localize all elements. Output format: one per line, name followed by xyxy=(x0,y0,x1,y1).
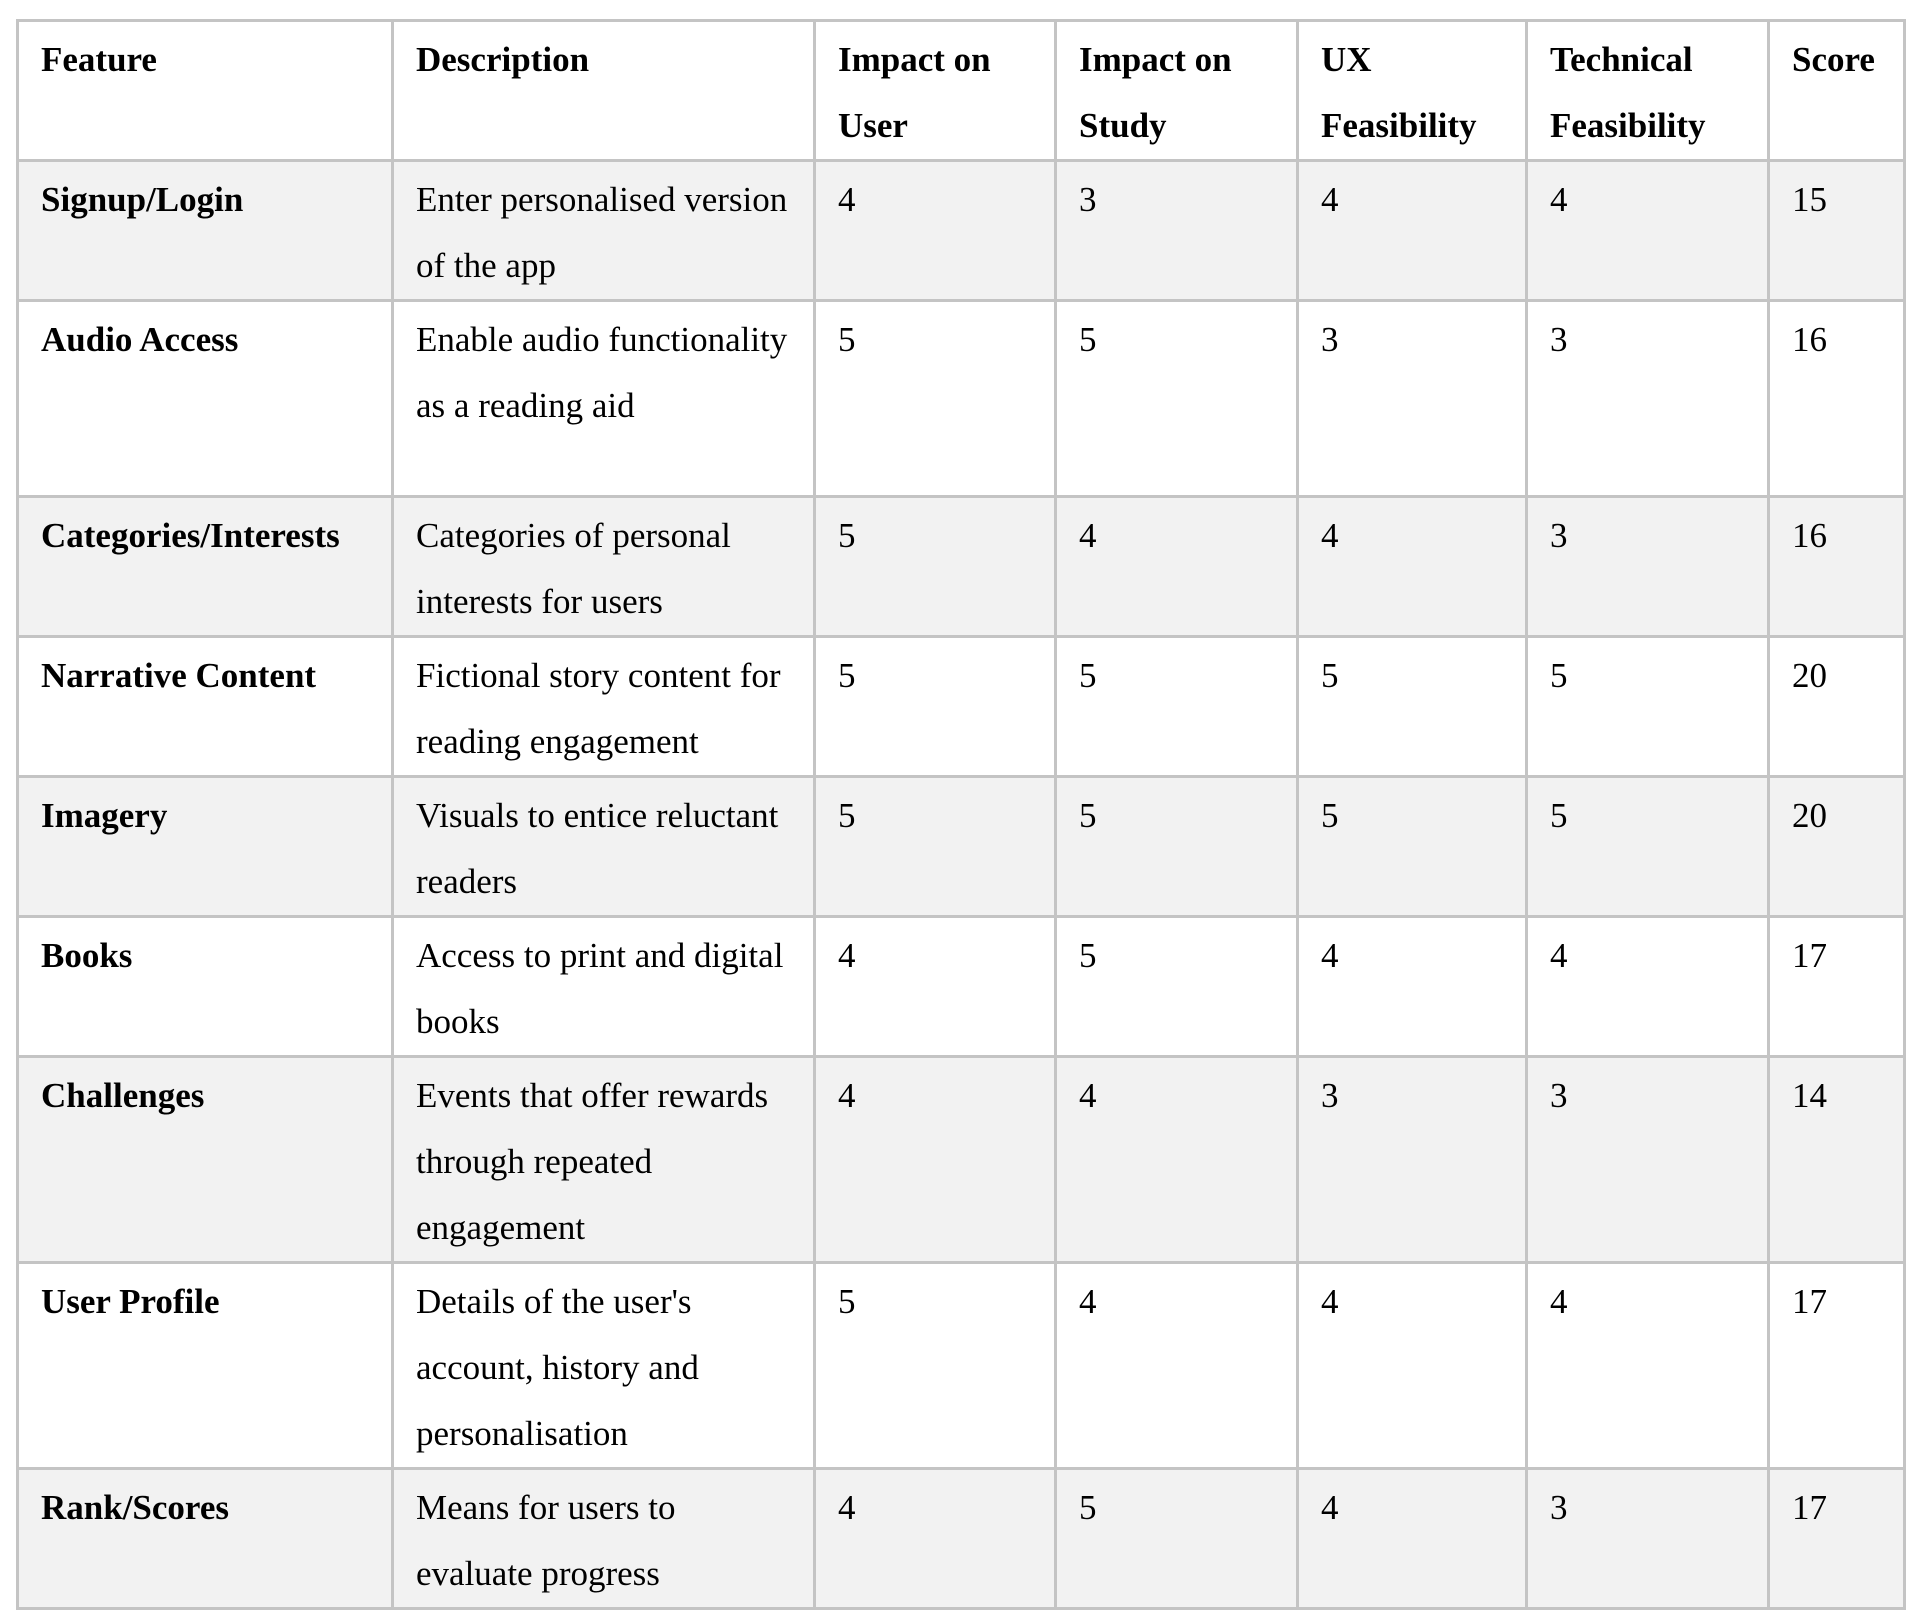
impact-study-cell: 5 xyxy=(1056,917,1298,1057)
ux-feasibility-cell: 4 xyxy=(1298,161,1527,301)
description-cell: Fictional story content for reading engagement xyxy=(393,637,815,777)
description-cell: Visuals to entice reluctant readers xyxy=(393,777,815,917)
impact-user-cell: 4 xyxy=(815,1469,1056,1609)
technical-feasibility-cell: 3 xyxy=(1527,1057,1769,1263)
table-row xyxy=(18,777,1905,917)
score-cell: 14 xyxy=(1769,1057,1905,1263)
table-row xyxy=(18,301,1905,497)
description-cell: Access to print and digital books xyxy=(393,917,815,1057)
table-row xyxy=(18,161,1905,301)
score-cell: 20 xyxy=(1769,777,1905,917)
ux-feasibility-cell: 4 xyxy=(1298,497,1527,637)
technical-feasibility-cell: 3 xyxy=(1527,301,1769,497)
technical-feasibility-cell: 4 xyxy=(1527,917,1769,1057)
feature-cell: Signup/Login xyxy=(18,161,393,301)
header-row xyxy=(18,21,1905,161)
impact-study-cell: 4 xyxy=(1056,1057,1298,1263)
impact-user-cell: 4 xyxy=(815,1057,1056,1263)
feature-scoring-table xyxy=(16,19,1906,1610)
technical-feasibility-cell: 4 xyxy=(1527,161,1769,301)
ux-feasibility-cell: 4 xyxy=(1298,1469,1527,1609)
impact-study-cell: 4 xyxy=(1056,1263,1298,1469)
feature-cell: Imagery xyxy=(18,777,393,917)
ux-feasibility-cell: 5 xyxy=(1298,637,1527,777)
table-row xyxy=(18,497,1905,637)
header-ux-feasibility: UX Feasibility xyxy=(1298,21,1527,161)
feature-cell: User Profile xyxy=(18,1263,393,1469)
score-cell: 17 xyxy=(1769,1469,1905,1609)
impact-user-cell: 5 xyxy=(815,497,1056,637)
header-feature: Feature xyxy=(18,21,393,161)
description-cell: Enable audio functionality as a reading aid xyxy=(393,301,815,497)
impact-study-cell: 5 xyxy=(1056,637,1298,777)
feature-cell: Narrative Content xyxy=(18,637,393,777)
description-cell: Categories of personal interests for users xyxy=(393,497,815,637)
ux-feasibility-cell: 3 xyxy=(1298,301,1527,497)
table-row xyxy=(18,637,1905,777)
technical-feasibility-cell: 5 xyxy=(1527,777,1769,917)
table-row xyxy=(18,1469,1905,1609)
description-cell: Events that offer rewards through repeated engagement xyxy=(393,1057,815,1263)
header-description: Description xyxy=(393,21,815,161)
score-cell: 17 xyxy=(1769,917,1905,1057)
feature-cell: Books xyxy=(18,917,393,1057)
technical-feasibility-cell: 3 xyxy=(1527,497,1769,637)
impact-user-cell: 5 xyxy=(815,777,1056,917)
table-row xyxy=(18,917,1905,1057)
technical-feasibility-cell: 4 xyxy=(1527,1263,1769,1469)
table-row xyxy=(18,1263,1905,1469)
header-impact-on-study: Impact on Study xyxy=(1056,21,1298,161)
impact-study-cell: 5 xyxy=(1056,301,1298,497)
feature-cell: Audio Access xyxy=(18,301,393,497)
header-impact-on-user: Impact on User xyxy=(815,21,1056,161)
impact-study-cell: 5 xyxy=(1056,777,1298,917)
description-cell: Details of the user's account, history and personalisation xyxy=(393,1263,815,1469)
header-technical-feasibility: Technical Feasibility xyxy=(1527,21,1769,161)
impact-user-cell: 5 xyxy=(815,301,1056,497)
score-cell: 20 xyxy=(1769,637,1905,777)
impact-study-cell: 4 xyxy=(1056,497,1298,637)
ux-feasibility-cell: 4 xyxy=(1298,1263,1527,1469)
impact-user-cell: 4 xyxy=(815,917,1056,1057)
technical-feasibility-cell: 3 xyxy=(1527,1469,1769,1609)
impact-user-cell: 5 xyxy=(815,637,1056,777)
impact-study-cell: 5 xyxy=(1056,1469,1298,1609)
feature-cell: Challenges xyxy=(18,1057,393,1263)
ux-feasibility-cell: 3 xyxy=(1298,1057,1527,1263)
score-cell: 16 xyxy=(1769,497,1905,637)
impact-study-cell: 3 xyxy=(1056,161,1298,301)
score-cell: 17 xyxy=(1769,1263,1905,1469)
technical-feasibility-cell: 5 xyxy=(1527,637,1769,777)
score-cell: 16 xyxy=(1769,301,1905,497)
feature-cell: Categories/Interests xyxy=(18,497,393,637)
impact-user-cell: 4 xyxy=(815,161,1056,301)
ux-feasibility-cell: 4 xyxy=(1298,917,1527,1057)
feature-cell: Rank/Scores xyxy=(18,1469,393,1609)
ux-feasibility-cell: 5 xyxy=(1298,777,1527,917)
description-cell: Means for users to evaluate progress xyxy=(393,1469,815,1609)
header-score: Score xyxy=(1769,21,1905,161)
table-row xyxy=(18,1057,1905,1263)
impact-user-cell: 5 xyxy=(815,1263,1056,1469)
description-cell: Enter personalised version of the app xyxy=(393,161,815,301)
score-cell: 15 xyxy=(1769,161,1905,301)
